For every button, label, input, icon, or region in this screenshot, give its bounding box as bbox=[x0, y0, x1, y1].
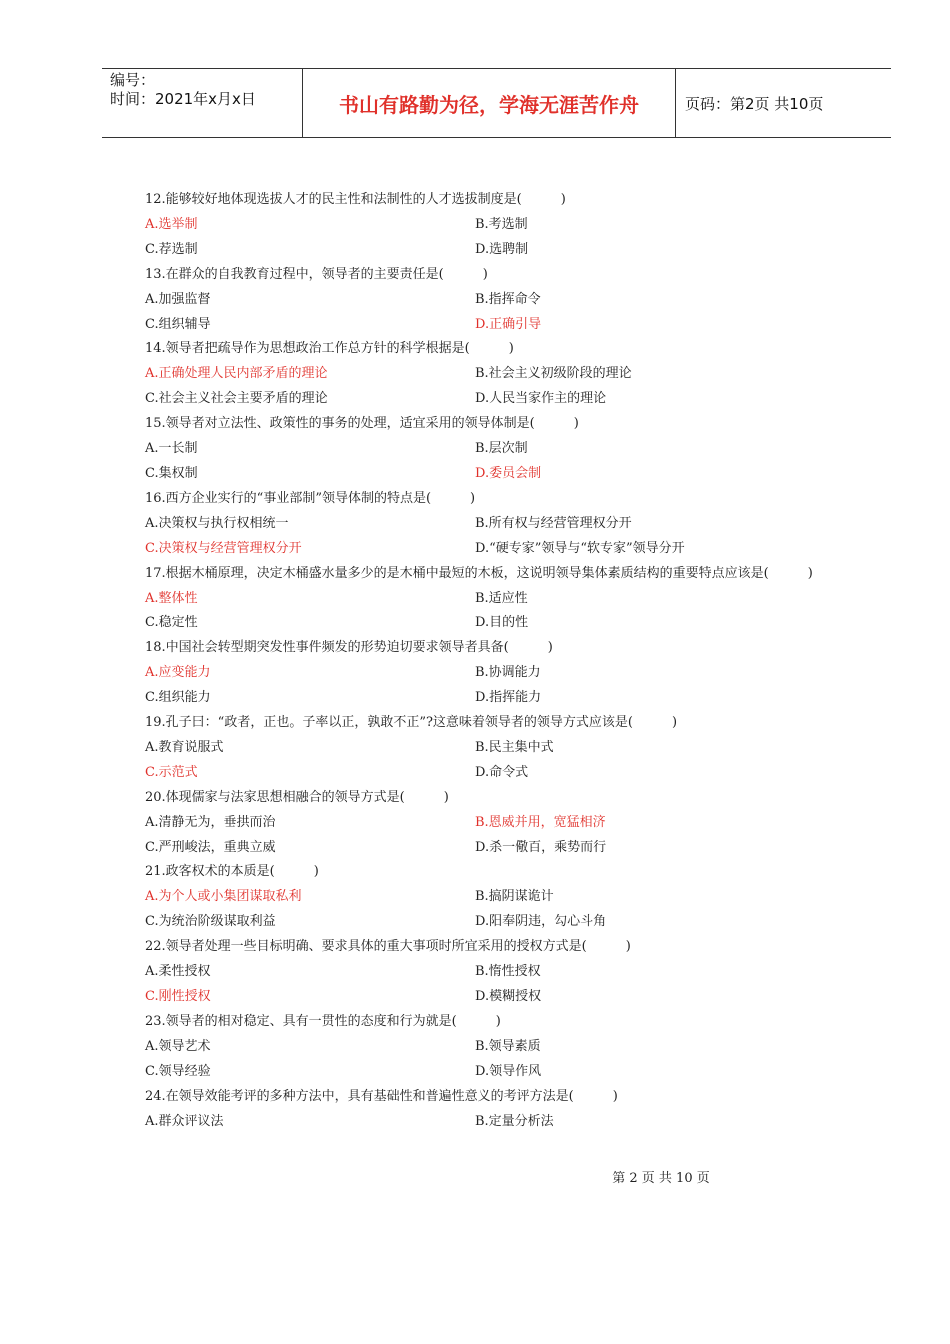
option-group bbox=[145, 1035, 855, 1085]
option: C.荐选制 bbox=[145, 241, 198, 257]
question-block bbox=[145, 188, 855, 263]
option: B.考选制 bbox=[475, 216, 528, 232]
time-label: 时间：2021年x月x日 bbox=[110, 90, 256, 108]
option-group bbox=[145, 811, 855, 861]
option: B.搞阴谋诡计 bbox=[475, 889, 554, 905]
option: A.清静无为，垂拱而治 bbox=[145, 814, 276, 830]
option: B.定量分析法 bbox=[475, 1113, 554, 1129]
correct-option: C.决策权与经营管理权分开 bbox=[145, 540, 302, 556]
correct-option: D.委员会制 bbox=[475, 465, 542, 481]
option-group bbox=[145, 960, 855, 1010]
option: A.决策权与执行权相统一 bbox=[145, 515, 289, 531]
question-block bbox=[145, 487, 855, 562]
option: C.领导经验 bbox=[145, 1063, 211, 1079]
option-group bbox=[145, 736, 855, 786]
question-block bbox=[145, 412, 855, 487]
question-block bbox=[145, 1010, 855, 1085]
question-block bbox=[145, 860, 855, 935]
question-text: 12.能够较好地体现选拔人才的民主性和法制性的人才选拔制度是( ) bbox=[145, 192, 566, 207]
question-block bbox=[145, 1085, 855, 1135]
option: D.命令式 bbox=[475, 764, 529, 780]
question-block bbox=[145, 337, 855, 412]
option-group bbox=[145, 587, 855, 637]
question-text: 23.领导者的相对稳定、具有一贯性的态度和行为就是( ) bbox=[145, 1013, 501, 1029]
question-text: 22.领导者处理一些目标明确、要求具体的重大事项时所宜采用的授权方式是( ) bbox=[145, 939, 631, 955]
question-block bbox=[145, 786, 855, 861]
option: B.所有权与经营管理权分开 bbox=[475, 515, 632, 531]
option: D.杀一儆百，乘势而行 bbox=[475, 839, 607, 855]
option: A.柔性授权 bbox=[145, 964, 211, 980]
question-list bbox=[145, 188, 855, 1134]
option: C.组织能力 bbox=[145, 690, 211, 706]
question-block bbox=[145, 263, 855, 338]
question-text: 19.孔子曰：“政者，正也。子率以正，孰敢不正”?这意味着领导者的领导方式应该是( ) bbox=[145, 715, 678, 731]
question-text: 13.在群众的自我教育过程中，领导者的主要责任是( ) bbox=[145, 266, 488, 282]
footer-page-number: 第 2 页 共 10 页 bbox=[612, 1171, 710, 1186]
page-footer bbox=[0, 1167, 950, 1186]
question-text: 14.领导者把疏导作为思想政治工作总方针的科学根据是( ) bbox=[145, 341, 514, 357]
option: B.惰性授权 bbox=[475, 964, 541, 980]
question-block bbox=[145, 711, 855, 786]
option: D.“硬专家”领导与“软专家”领导分开 bbox=[475, 540, 685, 556]
option-group bbox=[145, 661, 855, 711]
option-group bbox=[145, 1110, 855, 1135]
option: B.领导素质 bbox=[475, 1038, 541, 1054]
question-block bbox=[145, 935, 855, 1010]
option: A.加强监督 bbox=[145, 291, 211, 307]
correct-option: C.刚性授权 bbox=[145, 989, 211, 1004]
serial-label: 编号： bbox=[110, 71, 156, 89]
correct-option: A.应变能力 bbox=[145, 665, 211, 681]
correct-option: C.示范式 bbox=[145, 764, 198, 780]
question-text: 17.根据木桶原理，决定木桶盛水量多少的是木桶中最短的木板，这说明领导集体素质结构的重要特点应该是( ) bbox=[145, 565, 813, 581]
option-group bbox=[145, 288, 855, 338]
correct-option: A.选举制 bbox=[145, 216, 198, 232]
option: B.民主集中式 bbox=[475, 739, 554, 755]
question-text: 21.政客权术的本质是( ) bbox=[145, 864, 319, 880]
option: A.教育说服式 bbox=[145, 739, 224, 755]
option: A.一长制 bbox=[145, 441, 198, 457]
option-group bbox=[145, 885, 855, 935]
option: C.组织辅导 bbox=[145, 316, 211, 332]
correct-option: B.恩威并用，宽猛相济 bbox=[475, 814, 606, 830]
correct-option: A.为个人或小集团谋取私利 bbox=[145, 889, 302, 905]
correct-option: D.正确引导 bbox=[475, 316, 542, 332]
option: D.阳奉阴违，勾心斗角 bbox=[475, 914, 607, 930]
question-text: 24.在领导效能考评的多种方法中，具有基础性和普遍性意义的考评方法是( ) bbox=[145, 1088, 618, 1104]
option-group bbox=[145, 437, 855, 487]
option: C.稳定性 bbox=[145, 615, 198, 631]
option: B.指挥命令 bbox=[475, 291, 541, 307]
option: B.协调能力 bbox=[475, 665, 541, 681]
option: D.模糊授权 bbox=[475, 989, 542, 1004]
option: B.适应性 bbox=[475, 590, 528, 606]
question-text: 18.中国社会转型期突发性事件频发的形势迫切要求领导者具备( ) bbox=[145, 640, 553, 656]
option: D.指挥能力 bbox=[475, 690, 542, 706]
option: A.群众评议法 bbox=[145, 1113, 224, 1129]
question-block bbox=[145, 636, 855, 711]
question-block bbox=[145, 562, 855, 637]
option-group bbox=[145, 213, 855, 263]
header-page-label: 页码：第2页 共10页 bbox=[685, 94, 824, 113]
option: D.人民当家作主的理论 bbox=[475, 391, 607, 407]
option: D.选聘制 bbox=[475, 241, 529, 257]
correct-option: A.整体性 bbox=[145, 590, 198, 606]
option: B.社会主义初级阶段的理论 bbox=[475, 366, 632, 382]
question-text: 15.领导者对立法性、政策性的事务的处理，适宜采用的领导体制是( ) bbox=[145, 416, 579, 432]
correct-option: A.正确处理人民内部矛盾的理论 bbox=[145, 366, 328, 382]
option-group bbox=[145, 362, 855, 412]
header-meta bbox=[102, 69, 302, 137]
option: D.领导作风 bbox=[475, 1063, 542, 1079]
option: A.领导艺术 bbox=[145, 1038, 211, 1054]
option: D.目的性 bbox=[475, 615, 529, 631]
option: C.社会主义社会主要矛盾的理论 bbox=[145, 391, 328, 407]
option: C.严刑峻法，重典立威 bbox=[145, 839, 276, 855]
header-motto: 书山有路勤为径，学海无涯苦作舟 bbox=[302, 69, 676, 137]
option: C.为统治阶级谋取利益 bbox=[145, 914, 276, 930]
option-group bbox=[145, 512, 855, 562]
question-text: 20.体现儒家与法家思想相融合的领导方式是( ) bbox=[145, 789, 449, 805]
option: C.集权制 bbox=[145, 465, 198, 481]
option: B.层次制 bbox=[475, 441, 528, 457]
page-header bbox=[102, 68, 891, 138]
question-text: 16.西方企业实行的“事业部制”领导体制的特点是( ) bbox=[145, 490, 476, 506]
